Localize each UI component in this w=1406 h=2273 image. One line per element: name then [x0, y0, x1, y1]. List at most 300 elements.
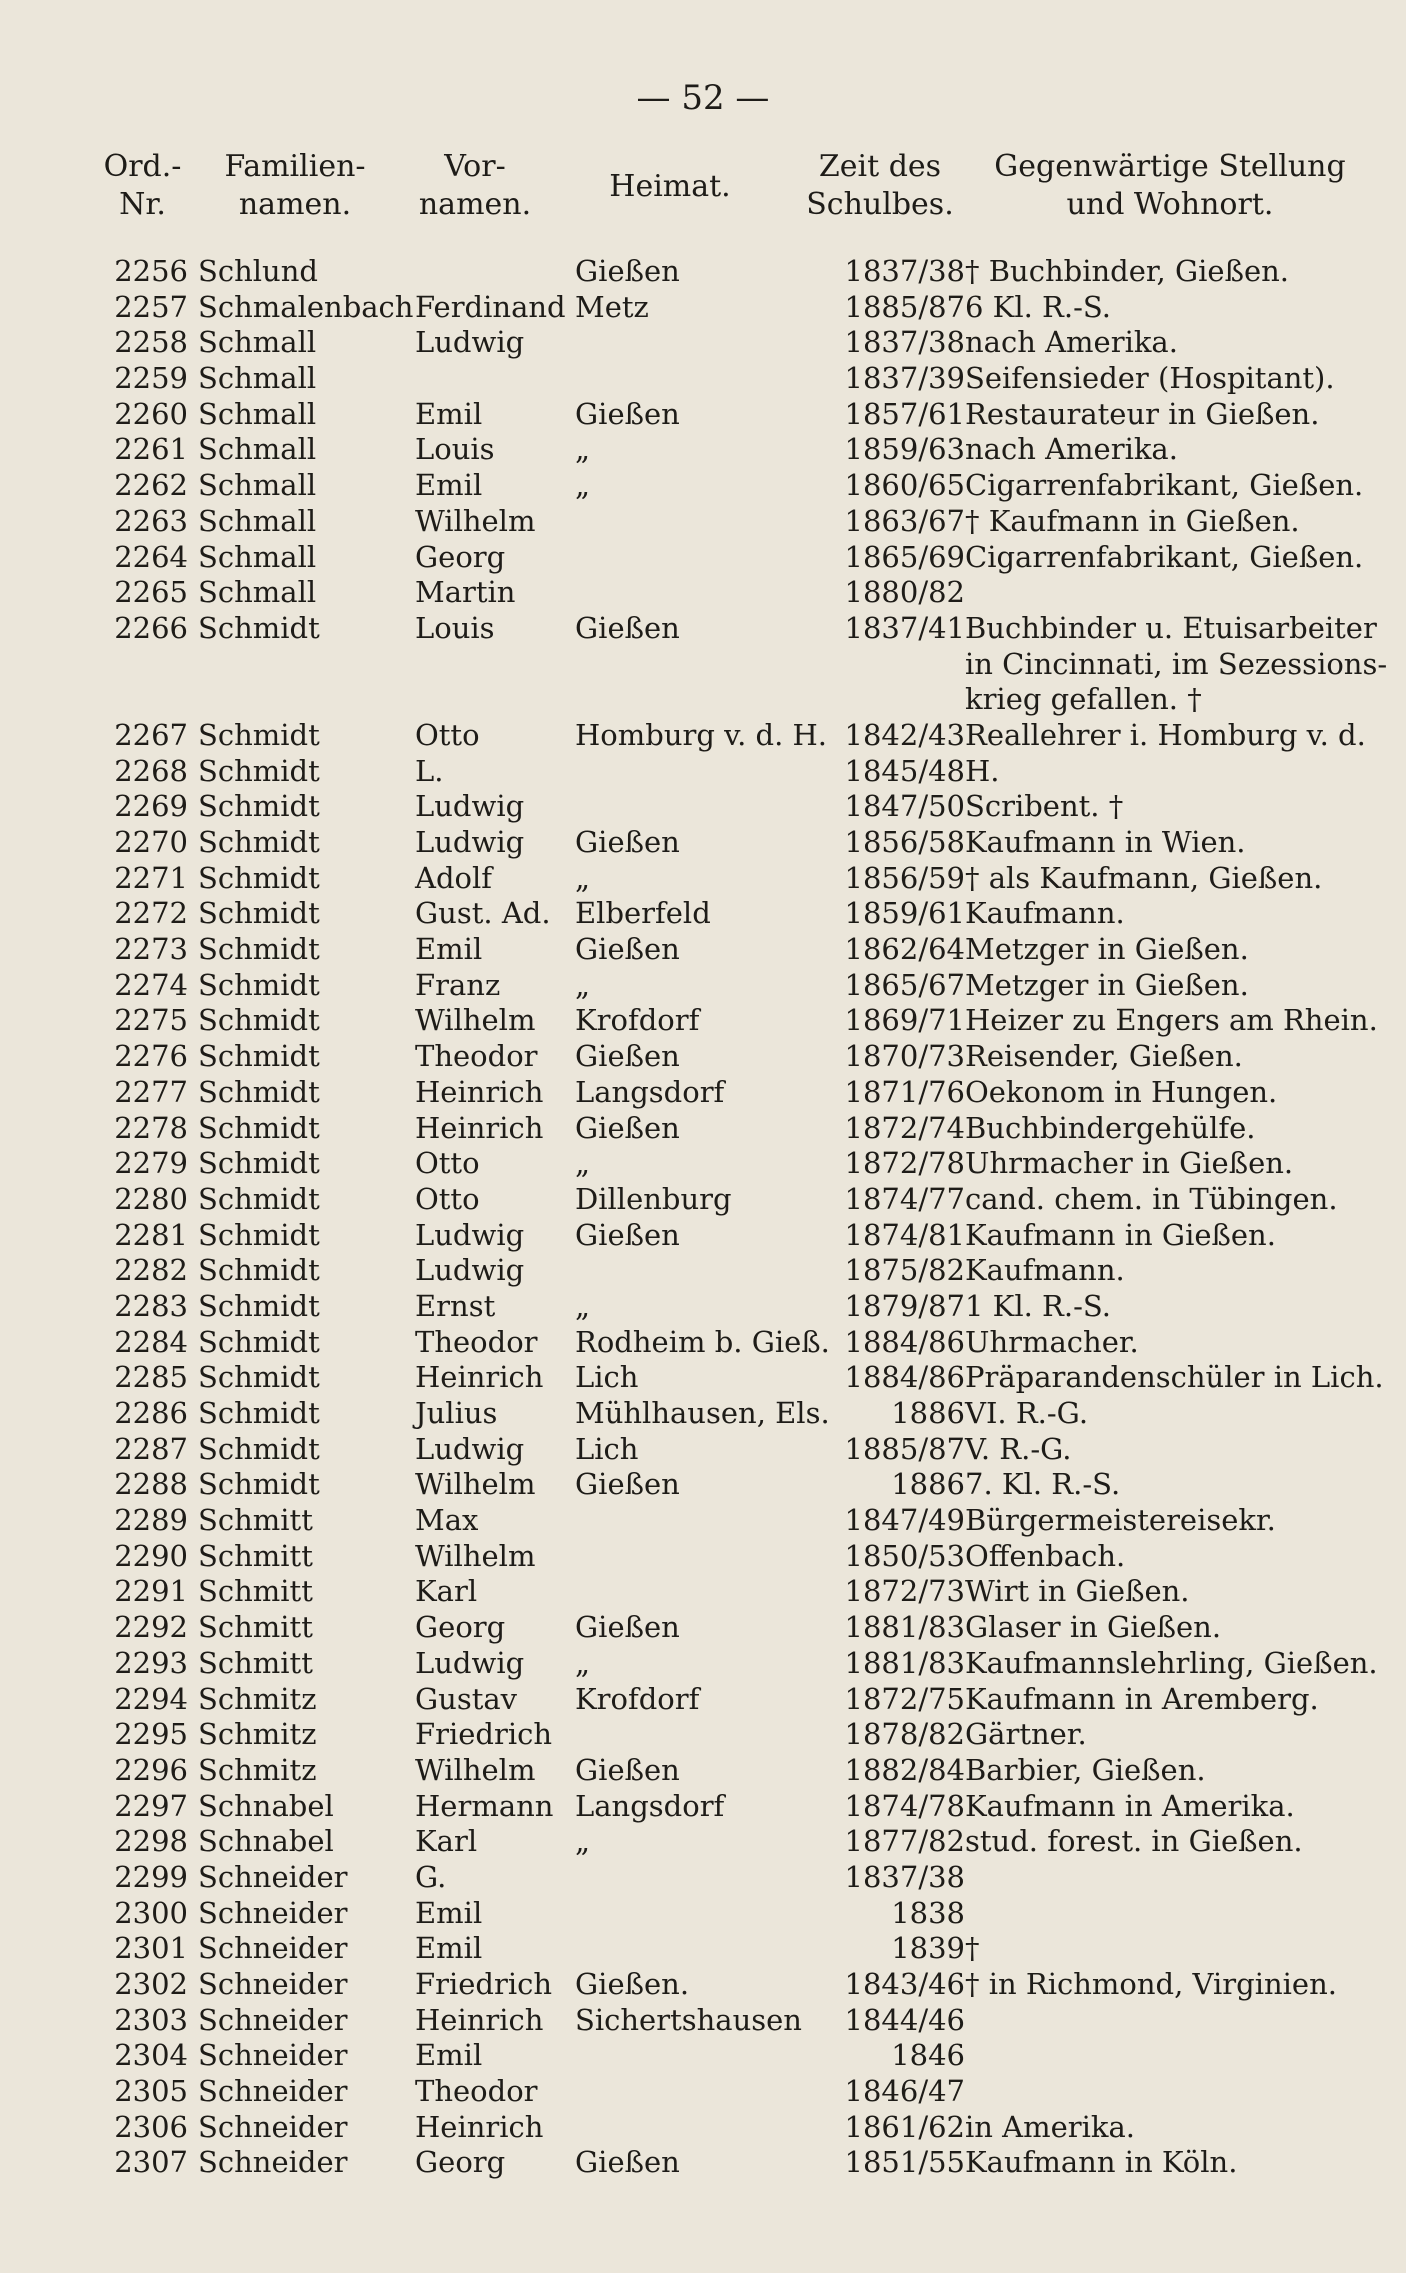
cell-vorname: Theodor: [415, 2074, 538, 2109]
cell-vorname: Ludwig: [415, 825, 525, 860]
cell-heimat: Gießen: [575, 1467, 680, 1502]
cell-zeit: 1859/63: [844, 432, 965, 467]
cell-zeit: 1882/84: [844, 1752, 965, 1787]
cell-heimat: Gießen: [575, 825, 680, 860]
cell-vorname: Franz: [415, 967, 501, 1002]
cell-nr: 2262: [114, 468, 188, 503]
page-number: — 52 —: [636, 78, 770, 118]
cell-stellung: Uhrmacher in Gießen.: [965, 1146, 1294, 1181]
cell-heimat: Gießen: [575, 2145, 680, 2180]
cell-vorname: Ludwig: [415, 1645, 525, 1680]
cell-zeit: 1877/82: [844, 1824, 965, 1859]
cell-stellung: Bürgermeistereisekr. Offenbach.: [965, 1503, 1276, 1573]
cell-nr: 2300: [114, 1895, 188, 1930]
cell-familienname: Schmidt: [198, 1324, 320, 1359]
cell-familienname: Schmidt: [198, 789, 320, 824]
table-row: [0, 1146, 1406, 1182]
cell-familienname: Schmidt: [198, 1467, 320, 1502]
cell-zeit: 1837/38: [844, 325, 965, 360]
cell-nr: 2261: [114, 432, 188, 467]
cell-vorname: Theodor: [415, 1039, 538, 1074]
cell-stellung: in Amerika.: [965, 2109, 1135, 2144]
cell-stellung: V. R.-G.: [965, 1431, 1072, 1466]
table-row: [0, 1467, 1406, 1503]
cell-heimat: Dillenburg: [575, 1181, 732, 1216]
cell-vorname: Adolf: [415, 860, 492, 895]
cell-familienname: Schmidt: [198, 717, 320, 752]
cell-nr: 2298: [114, 1824, 188, 1859]
cell-stellung: Gärtner.: [965, 1717, 1087, 1752]
cell-stellung: Barbier, Gießen.: [965, 1752, 1206, 1787]
table-row: [0, 254, 1406, 290]
cell-familienname: Schmall: [198, 503, 317, 538]
cell-vorname: Louis: [415, 432, 495, 467]
cell-vorname: Martin: [415, 575, 516, 610]
cell-zeit: 1874/81: [844, 1217, 965, 1252]
table-row: [0, 825, 1406, 861]
cell-zeit: 1875/82: [844, 1253, 965, 1288]
cell-vorname: Heinrich: [415, 1074, 544, 1109]
cell-zeit: 1851/55: [844, 2145, 965, 2180]
table-row: [0, 504, 1406, 540]
cell-stellung: Kaufmannslehrling, Gießen.: [965, 1645, 1378, 1680]
table-row: [0, 1218, 1406, 1254]
cell-heimat: „: [575, 1146, 591, 1181]
cell-nr: 2307: [114, 2145, 188, 2180]
cell-nr: 2299: [114, 1859, 188, 1894]
cell-zeit: 1885/87: [844, 1431, 965, 1466]
cell-heimat: Langsdorf: [575, 1074, 725, 1109]
cell-nr: 2302: [114, 1967, 188, 2002]
cell-stellung: Reisender, Gießen.: [965, 1039, 1243, 1074]
cell-vorname: Ferdinand: [415, 289, 566, 324]
cell-familienname: Schneider: [198, 2145, 348, 2180]
cell-stellung: Uhrmacher.: [965, 1324, 1139, 1359]
cell-vorname: Friedrich: [415, 1717, 553, 1752]
cell-familienname: Schmidt: [198, 1217, 320, 1252]
cell-zeit: 1846/47: [844, 2074, 965, 2109]
cell-nr: 2273: [114, 932, 188, 967]
cell-heimat: „: [575, 1645, 591, 1680]
cell-nr: 2263: [114, 503, 188, 538]
cell-nr: 2294: [114, 1681, 188, 1716]
cell-stellung: Kaufmann in Aremberg.: [965, 1681, 1319, 1716]
table-row: [0, 896, 1406, 932]
table-row: [0, 1039, 1406, 1075]
cell-heimat: „: [575, 967, 591, 1002]
cell-nr: 2303: [114, 2002, 188, 2037]
table-row: [0, 2038, 1406, 2074]
cell-familienname: Schneider: [198, 1859, 348, 1894]
cell-vorname: Otto: [415, 1146, 480, 1181]
cell-heimat: Gießen: [575, 1039, 680, 1074]
cell-nr: 2282: [114, 1253, 188, 1288]
cell-zeit: 1871/76: [844, 1074, 965, 1109]
cell-nr: 2284: [114, 1324, 188, 1359]
cell-nr: 2258: [114, 325, 188, 360]
cell-nr: 2275: [114, 1003, 188, 1038]
cell-zeit: 1842/43: [844, 717, 965, 752]
cell-heimat: „: [575, 1824, 591, 1859]
cell-familienname: Schmitt: [198, 1645, 313, 1680]
cell-zeit: 1844/46: [844, 2002, 965, 2037]
table-row: [0, 2074, 1406, 2110]
cell-vorname: Ludwig: [415, 789, 525, 824]
cell-nr: 2295: [114, 1717, 188, 1752]
cell-familienname: Schmidt: [198, 860, 320, 895]
cell-zeit: 1865/67: [844, 967, 965, 1002]
cell-nr: 2304: [114, 2038, 188, 2073]
cell-familienname: Schnabel: [198, 1788, 334, 1823]
table-row: [0, 1432, 1406, 1468]
cell-vorname: Wilhelm: [415, 1467, 536, 1502]
cell-zeit: 1884/86: [844, 1324, 965, 1359]
header-familienname: Familien- namen.: [224, 149, 366, 222]
cell-vorname: Friedrich: [415, 1967, 553, 2002]
cell-stellung: nach Amerika.: [965, 432, 1178, 467]
table-row: [0, 325, 1406, 361]
cell-vorname: Emil: [415, 932, 483, 967]
cell-familienname: Schmitz: [198, 1717, 317, 1752]
cell-stellung: Wirt in Gießen.: [965, 1574, 1190, 1609]
cell-familienname: Schneider: [198, 2038, 348, 2073]
cell-familienname: Schmidt: [198, 1360, 320, 1395]
cell-familienname: Schnabel: [198, 1824, 334, 1859]
table-row: [0, 1860, 1406, 1896]
cell-zeit: 1874/77: [844, 1181, 965, 1216]
cell-heimat: Krofdorf: [575, 1003, 700, 1038]
cell-heimat: Homburg v. d. H.: [575, 717, 828, 752]
cell-nr: 2301: [114, 1931, 188, 1966]
cell-stellung: Restaurateur in Gießen.: [965, 396, 1320, 431]
cell-familienname: Schmitz: [198, 1752, 317, 1787]
cell-familienname: Schlund: [198, 254, 318, 288]
cell-heimat: Langsdorf: [575, 1788, 725, 1823]
cell-familienname: Schmalenbach: [198, 289, 414, 324]
cell-stellung: Cigarrenfabrikant, Gießen.: [965, 468, 1364, 503]
table-row: [0, 1824, 1406, 1860]
cell-heimat: „: [575, 432, 591, 467]
cell-nr: 2297: [114, 1788, 188, 1823]
cell-nr: 2296: [114, 1752, 188, 1787]
cell-nr: 2278: [114, 1110, 188, 1145]
table-row: [0, 397, 1406, 433]
cell-zeit: 1863/67: [844, 503, 965, 538]
cell-stellung: Kaufmann.: [965, 896, 1125, 931]
cell-zeit: 1879/87: [844, 1288, 965, 1323]
cell-vorname: Ludwig: [415, 1217, 525, 1252]
cell-familienname: Schmidt: [198, 1396, 320, 1431]
cell-zeit: 1878/82: [844, 1717, 965, 1752]
cell-zeit: 1862/64: [844, 932, 965, 967]
cell-zeit: 1856/59: [844, 860, 965, 895]
cell-vorname: Ludwig: [415, 1253, 525, 1288]
cell-familienname: Schmidt: [198, 932, 320, 967]
cell-nr: 2289: [114, 1503, 188, 1538]
cell-vorname: Emil: [415, 2038, 483, 2073]
table-row: [0, 1111, 1406, 1147]
cell-vorname: Heinrich: [415, 1110, 544, 1145]
table-row: [0, 290, 1406, 326]
cell-zeit: 1872/73: [844, 1574, 965, 1609]
cell-nr: 2290: [114, 1538, 188, 1573]
cell-zeit: 1874/78: [844, 1788, 965, 1823]
cell-stellung: Präparandenschüler in Lich.: [965, 1360, 1384, 1395]
cell-stellung: Metzger in Gießen.: [965, 932, 1249, 967]
cell-heimat: Gießen: [575, 932, 680, 967]
cell-nr: 2283: [114, 1288, 188, 1323]
cell-heimat: „: [575, 1288, 591, 1323]
table-row: [0, 1967, 1406, 2003]
cell-familienname: Schmidt: [198, 1003, 320, 1038]
cell-heimat: „: [575, 860, 591, 895]
table-row: [0, 1896, 1406, 1932]
header-zeit: Zeit des Schulbes.: [806, 149, 954, 222]
cell-familienname: Schmitt: [198, 1574, 313, 1609]
cell-zeit: 1872/75: [844, 1681, 965, 1716]
table-row: [0, 1289, 1406, 1325]
cell-stellung: † als Kaufmann, Gießen.: [965, 860, 1323, 895]
cell-zeit: 1861/62: [844, 2109, 965, 2144]
cell-vorname: Heinrich: [415, 2109, 544, 2144]
cell-stellung: † in Richmond, Virginien.: [965, 1967, 1337, 2002]
header-heimat: Heimat.: [609, 169, 731, 204]
table-row: [0, 1360, 1406, 1396]
table-row: [0, 468, 1406, 504]
cell-familienname: Schmidt: [198, 1039, 320, 1074]
cell-zeit: 1856/58: [844, 825, 965, 860]
cell-familienname: Schneider: [198, 1931, 348, 1966]
cell-nr: 2305: [114, 2074, 188, 2109]
cell-stellung: Kaufmann in Wien.: [965, 825, 1246, 860]
cell-stellung: Metzger in Gießen.: [965, 967, 1249, 1002]
cell-vorname: Emil: [415, 468, 483, 503]
table-row: [0, 861, 1406, 897]
cell-heimat: „: [575, 468, 591, 503]
cell-heimat: Gießen: [575, 1110, 680, 1145]
cell-stellung: Heizer zu Engers am Rhein.: [965, 1003, 1378, 1038]
cell-heimat: Gießen.: [575, 1967, 690, 2002]
cell-vorname: Hermann: [415, 1788, 554, 1823]
table-row: [0, 1325, 1406, 1361]
cell-heimat: Lich: [575, 1360, 639, 1395]
cell-vorname: Louis: [415, 610, 495, 645]
table-row: [0, 575, 1406, 611]
cell-vorname: Max: [415, 1503, 479, 1538]
cell-vorname: Emil: [415, 396, 483, 431]
table-row: [0, 1646, 1406, 1682]
table-row: [0, 1253, 1406, 1289]
cell-familienname: Schmidt: [198, 896, 320, 931]
cell-nr: 2292: [114, 1610, 188, 1645]
cell-vorname: Karl: [415, 1824, 478, 1859]
cell-zeit: 1859/61: [844, 896, 965, 931]
header-nr: Ord.- Nr.: [103, 149, 182, 222]
cell-familienname: Schmitz: [198, 1681, 317, 1716]
cell-zeit: 1839: [891, 1931, 965, 1966]
cell-vorname: Wilhelm: [415, 1538, 536, 1573]
cell-stellung: Kaufmann in Amerika.: [965, 1788, 1295, 1823]
cell-nr: 2286: [114, 1396, 188, 1431]
cell-stellung: Oekonom in Hungen.: [965, 1074, 1278, 1109]
cell-zeit: 1860/65: [844, 468, 965, 503]
cell-familienname: Schmidt: [198, 1288, 320, 1323]
cell-familienname: Schmitt: [198, 1538, 313, 1573]
cell-stellung: cand. chem. in Tübingen.: [965, 1181, 1338, 1216]
cell-heimat: Gießen: [575, 396, 680, 431]
cell-familienname: Schmitt: [198, 1610, 313, 1645]
cell-vorname: Georg: [415, 2145, 506, 2180]
table-row: [0, 968, 1406, 1004]
table-row: [0, 754, 1406, 790]
table-header: [0, 148, 1406, 228]
cell-zeit: 1881/83: [844, 1645, 965, 1680]
cell-stellung: Kaufmann.: [965, 1253, 1125, 1288]
table-row: [0, 1789, 1406, 1825]
cell-zeit: 1846: [891, 2038, 965, 2073]
table-body: [0, 254, 1406, 2181]
cell-vorname: G.: [415, 1859, 447, 1894]
cell-familienname: Schmidt: [198, 967, 320, 1002]
table-row: [0, 2110, 1406, 2146]
cell-familienname: Schmall: [198, 539, 317, 574]
cell-nr: 2272: [114, 896, 188, 931]
cell-familienname: Schmall: [198, 468, 317, 503]
cell-stellung: 1 Kl. R.-S.: [965, 1288, 1111, 1323]
cell-vorname: Gust. Ad.: [415, 896, 551, 931]
cell-nr: 2264: [114, 539, 188, 574]
table-row: [0, 2145, 1406, 2181]
cell-vorname: Heinrich: [415, 1360, 544, 1395]
cell-zeit: 1837/41: [844, 610, 965, 645]
cell-zeit: 1872/74: [844, 1110, 965, 1145]
cell-zeit: 1850/53: [844, 1538, 965, 1573]
cell-vorname: Otto: [415, 1181, 480, 1216]
cell-nr: 2260: [114, 396, 188, 431]
table-row: [0, 1539, 1406, 1575]
cell-vorname: Georg: [415, 539, 506, 574]
cell-nr: 2277: [114, 1074, 188, 1109]
cell-heimat: Gießen: [575, 1752, 680, 1787]
cell-familienname: Schneider: [198, 1895, 348, 1930]
cell-vorname: L.: [415, 753, 444, 788]
cell-familienname: Schmitt: [198, 1503, 313, 1538]
cell-heimat: Gießen: [575, 610, 680, 645]
cell-vorname: Julius: [415, 1396, 498, 1431]
cell-vorname: Karl: [415, 1574, 478, 1609]
cell-stellung: Kaufmann in Köln.: [965, 2145, 1238, 2180]
cell-zeit: 1884/86: [844, 1360, 965, 1395]
cell-zeit: 1847/49: [844, 1503, 965, 1538]
table-row: [0, 1182, 1406, 1218]
cell-zeit: 1869/71: [844, 1003, 965, 1038]
cell-nr: 2270: [114, 825, 188, 860]
table-row: [0, 1931, 1406, 1967]
cell-familienname: Schmidt: [198, 1181, 320, 1216]
cell-nr: 2274: [114, 967, 188, 1002]
cell-heimat: Sichertshausen: [575, 2002, 802, 2037]
table-row: [0, 1610, 1406, 1646]
cell-nr: 2306: [114, 2109, 188, 2144]
cell-zeit: 1845/48: [844, 753, 965, 788]
cell-zeit: 1857/61: [844, 396, 965, 431]
cell-familienname: Schneider: [198, 2074, 348, 2109]
cell-stellung: Glaser in Gießen.: [965, 1610, 1222, 1645]
cell-zeit: 1837/38: [844, 254, 965, 288]
cell-vorname: Wilhelm: [415, 1752, 536, 1787]
cell-nr: 2266: [114, 610, 188, 645]
cell-familienname: Schmidt: [198, 825, 320, 860]
cell-stellung: Scribent. †: [965, 789, 1124, 824]
cell-zeit: 1870/73: [844, 1039, 965, 1074]
cell-vorname: Georg: [415, 1610, 506, 1645]
cell-zeit: 1880/82: [844, 575, 965, 610]
table-row: [0, 1396, 1406, 1432]
cell-vorname: Emil: [415, 1931, 483, 1966]
table-row: [0, 611, 1406, 718]
cell-heimat: Gießen: [575, 254, 680, 288]
cell-nr: 2293: [114, 1645, 188, 1680]
cell-stellung: † Buchbinder, Gießen.: [965, 254, 1290, 288]
table-row: [0, 1717, 1406, 1753]
cell-familienname: Schmall: [198, 325, 317, 360]
table-row: [0, 932, 1406, 968]
cell-stellung: Buchbindergehülfe.: [965, 1110, 1256, 1145]
cell-nr: 2259: [114, 361, 188, 396]
cell-heimat: Lich: [575, 1431, 639, 1466]
cell-familienname: Schmidt: [198, 1074, 320, 1109]
cell-nr: 2281: [114, 1217, 188, 1252]
cell-stellung: Seifensieder (Hospitant).: [965, 361, 1335, 396]
cell-familienname: Schmidt: [198, 1253, 320, 1288]
cell-stellung: Cigarrenfabrikant, Gießen.: [965, 539, 1364, 574]
header-stellung: Gegenwärtige Stellung und Wohnort.: [994, 149, 1346, 222]
cell-heimat: Krofdorf: [575, 1681, 700, 1716]
table-row: [0, 1003, 1406, 1039]
cell-zeit: 1872/78: [844, 1146, 965, 1181]
cell-heimat: Elberfeld: [575, 896, 711, 931]
cell-vorname: Wilhelm: [415, 1003, 536, 1038]
table-row: [0, 1075, 1406, 1111]
cell-stellung: Kaufmann in Gießen.: [965, 1217, 1276, 1252]
cell-stellung: stud. forest. in Gießen.: [965, 1824, 1303, 1859]
cell-vorname: Ludwig: [415, 1431, 525, 1466]
cell-zeit: 1843/46: [844, 1967, 965, 2002]
cell-heimat: Gießen: [575, 1217, 680, 1252]
cell-nr: 2271: [114, 860, 188, 895]
header-vorname: Vor- namen.: [418, 149, 532, 222]
table-row: [0, 1682, 1406, 1718]
cell-familienname: Schneider: [198, 2002, 348, 2037]
cell-familienname: Schmidt: [198, 1110, 320, 1145]
cell-zeit: 1837/38: [844, 1859, 965, 1894]
cell-nr: 2287: [114, 1431, 188, 1466]
table-row: [0, 2003, 1406, 2039]
cell-vorname: Emil: [415, 1895, 483, 1930]
cell-stellung: VI. R.-G.: [965, 1396, 1089, 1431]
cell-nr: 2268: [114, 753, 188, 788]
cell-heimat: Mühlhausen, Els.: [575, 1396, 830, 1431]
table-row: [0, 789, 1406, 825]
cell-zeit: 1886: [891, 1467, 965, 1502]
cell-stellung: Buchbinder u. Etuisarbeiter in Cincinnati, im Sezessions-krieg gefallen. †: [965, 610, 1388, 717]
cell-heimat: Gießen: [575, 1610, 680, 1645]
cell-familienname: Schmidt: [198, 1146, 320, 1181]
cell-heimat: Rodheim b. Gieß.: [575, 1324, 830, 1359]
cell-zeit: 1881/83: [844, 1610, 965, 1645]
table-row: [0, 540, 1406, 576]
cell-zeit: 1847/50: [844, 789, 965, 824]
